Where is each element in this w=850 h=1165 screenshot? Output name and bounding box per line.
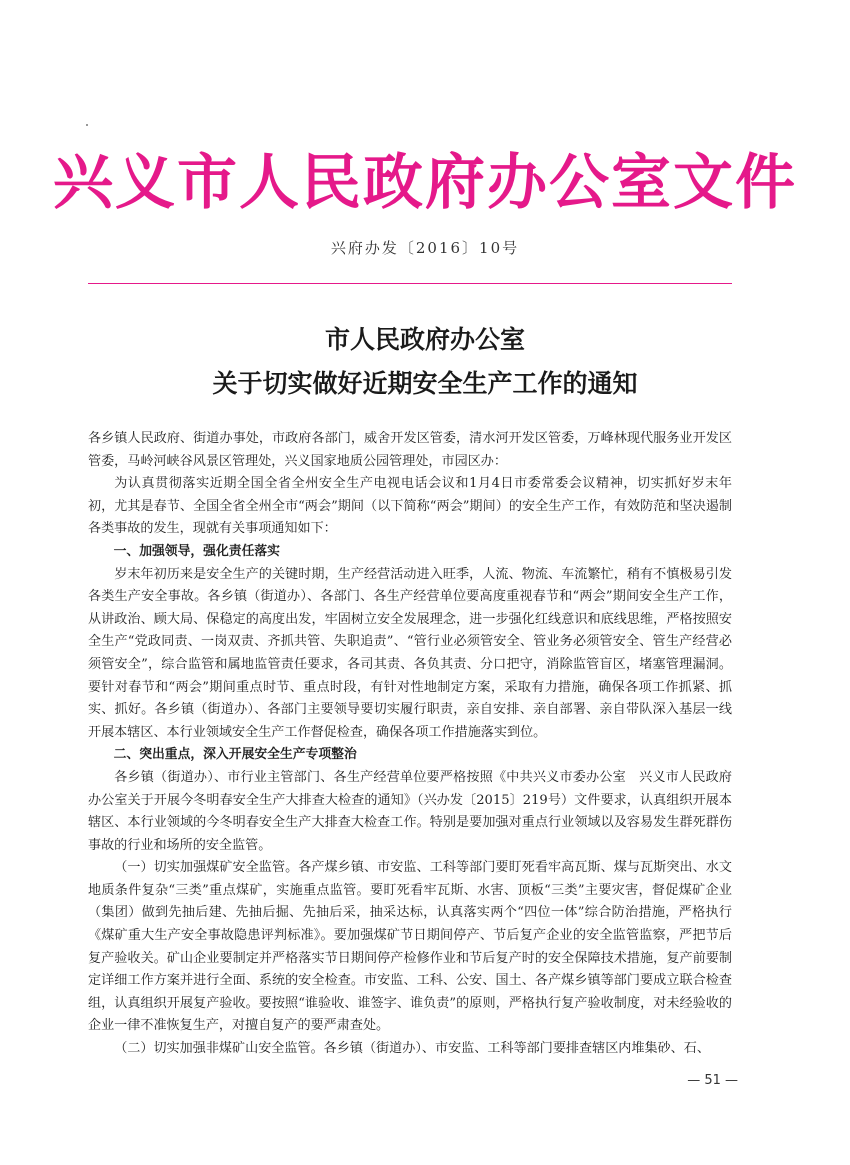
notice-title [0,318,850,406]
item-2-paragraph: （二）切实加强非煤矿山安全监管。各乡镇（街道办）、市安监、工科等部门要排查辖区内堆集砂、石、 [114,1041,710,1057]
notice-title-line-1: 市人民政府办公室 [324,325,525,354]
document-body [88,428,732,1061]
recipients-paragraph: 各乡镇人民政府、街道办事处，市政府各部门，威舍开发区管委，清水河开发区管委，万峰林现代服务业开发区管委，马岭河峡谷风景区管理处，兴义国家地质公园管理处，市园区办： [88,431,732,469]
page-number: — 51 — [687,1073,738,1088]
intro-paragraph: 为认真贯彻落实近期全国全省全州安全生产电视电话会议和1月4日市委常委会议精神，切实抓好岁末年初，尤其是春节、全国全省全州全市“两会”期间（以下简称“两会”期间）的安全生产工作，有效防范和坚决遏制各类事故的发生，现就有关事项通知如下： [88,476,732,537]
header-title: 兴义市人民政府办公室文件 [53,148,797,218]
section-1-paragraph: 岁末年初历来是安全生产的关键时期，生产经营活动进入旺季，人流、物流、车流繁忙，稍有不慎极易引发各类生产安全事故。各乡镇（街道办）、各部门、各生产经营单位要高度重视春节和“两会”期间安全生产工作，从讲政治、顾大局、保稳定的高度出发，牢固树立安全发展理念，进一步强化红线意识和底线思维，严格按照安全生产“党政同责、一岗双责、齐抓共管、失职追责”、“管行业必须管安全、管业务必须管安全、管生产经营必须管安全”，综合监管和属地监管责任要求，各司其责、各负其责、分口把守，消除监管盲区，堵塞管理漏洞。要针对春节和“两会”期间重点时节、重点时段，有针对性地制定方案，采取有力措施，确保各项工作抓紧、抓实、抓好。各乡镇（街道办）、各部门主要领导要切实履行职责，亲自安排、亲自部署、亲自带队深入基层一线开展本辖区、本行业领域安全生产工作督促检查，确保各项工作措施落实到位。 [88,566,732,740]
section-2-heading: 二、突出重点，深入开展安全生产专项整治 [113,747,357,763]
header-divider [88,283,732,284]
document-number: 兴府办发〔2016〕10号 [330,239,520,257]
scan-mark [86,124,88,126]
notice-title-line-2: 关于切实做好近期安全生产工作的通知 [212,369,638,398]
item-1-paragraph: （一）切实加强煤矿安全监管。各产煤乡镇、市安监、工科等部门要盯死看牢高瓦斯、煤与瓦斯突出、水文地质条件复杂“三类”重点煤矿，实施重点监管。要盯死看牢瓦斯、水害、顶板“三类”主要灾害，督促煤矿企业（集团）做到先抽后建、先抽后掘、先抽后采，抽采达标，认真落实两个“四位一体”综合防治措施，严格执行《煤矿重大生产安全事故隐患评判标准》。要加强煤矿节日期间停产、节后复产企业的安全监管监察，严把节后复产验收关。矿山企业要制定并严格落实节日期间停产检修作业和节后复产时的安全保障技术措施，复产前要制定详细工作方案并进行全面、系统的安全检查。市安监、工科、公安、国土、各产煤乡镇等部门要成立联合检查组，认真组织开展复产验收。要按照“谁验收、谁签字、谁负责”的原则，严格执行复产验收制度，对未经验收的企业一律不准恢复生产，对擅自复产的要严肃查处。 [88,860,732,1034]
document-header [0,138,850,228]
section-2-paragraph: 各乡镇（街道办）、市行业主管部门、各生产经营单位要严格按照《中共兴义市委办公室 兴义市人民政府办公室关于开展今冬明春安全生产大排查大检查的通知》（兴办发〔2015〕219号）文件要求，认真组织开展本辖区、本行业领域的今冬明春安全生产大排查大检查工作。特别是要加强对重点行业领域以及容易发生群死群伤事故的行业和场所的安全监管。 [88,769,732,853]
section-1-heading: 一、加强领导，强化责任落实 [113,543,280,559]
